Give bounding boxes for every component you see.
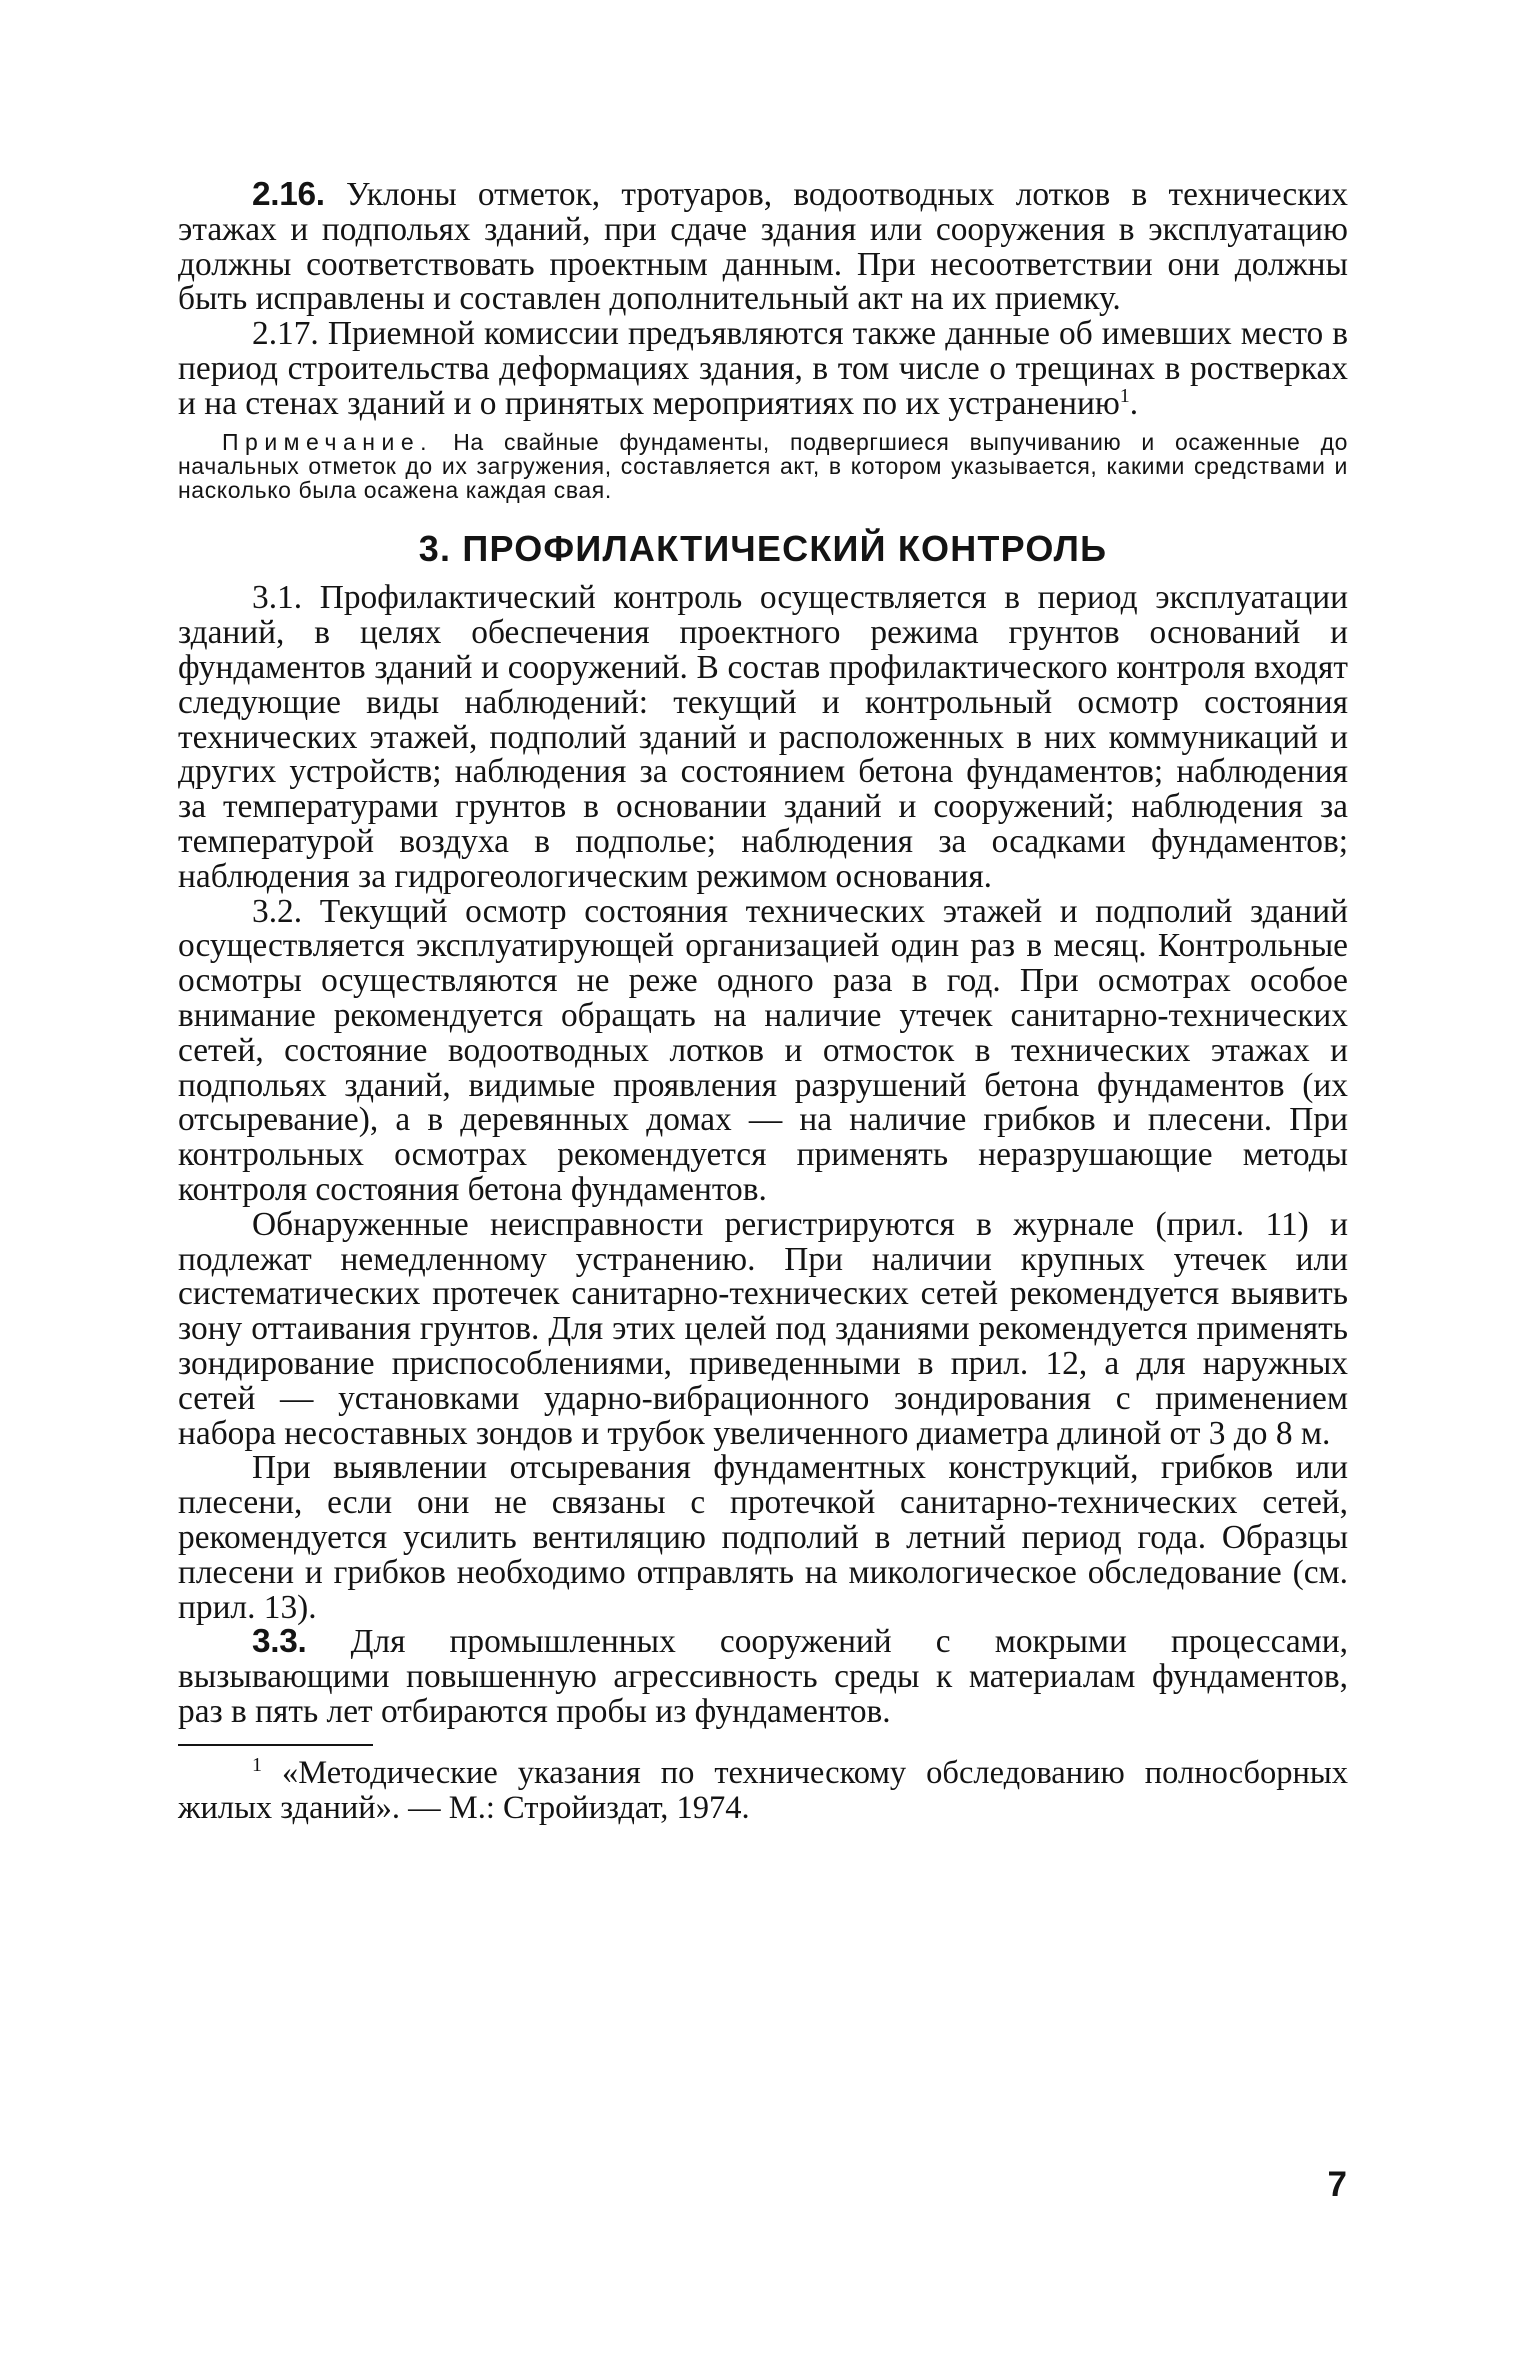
footnote-marker: 1 — [252, 1753, 262, 1776]
paragraph-text: Для промышленных сооружений с мокрыми процессами, вызывающими повышенную агрессивность среды к материалам фундаментов, раз в пять лет отбираются пробы из фундаментов. — [178, 1623, 1348, 1730]
footnote-text: «Методические указания по техническому обследованию полносборных жилых зданий». — М.: Стройиздат, 1974. — [178, 1754, 1348, 1826]
paragraph-3-2-mold: При выявлении отсыревания фундаментных конструкций, грибков или плесени, если они не связаны с протечкой санитарно-технических сетей, рекомендуется усилить вентиляцию подполий в летний период года. Образцы плесени и грибков необходимо отправлять на микологическое обследование (см. прил. 13). — [178, 1449, 1348, 1626]
paragraph-number: 3.2. — [252, 892, 303, 930]
footnote-reference: 1 — [1119, 384, 1130, 407]
paragraph-number: 3.1. — [252, 579, 303, 617]
paragraph-text: Профилактический контроль осуществляется в период эксплуатации зданий, в целях обеспечения проектного режима грунтов оснований и фундаментов зданий и сооружений. В состав профилактического контроля входят следующие виды наблюдений: текущий и контрольный осмотр состояния технических этажей, подполий зданий и расположенных в них коммуникаций и других устройств; наблюдения за состоянием бетона фундаментов; наблюдения за температурами грунтов в основании зданий и сооружений; наблюдения за температурой воздуха в подполье; наблюдения за осадками фундаментов; наблюдения за гидрогеологическим режимом основания. — [178, 579, 1348, 895]
paragraph-text: Приемной комиссии предъявляются также данные об имевших место в период строительства деформациях здания, в том числе о трещинах в ростверках и на стенах зданий и о принятых мероприятиях по их устранению — [178, 315, 1348, 422]
paragraph-number: 2.17. — [252, 315, 319, 353]
note-text: На свайные фундаменты, подвергшиеся выпучиванию и осаженные до начальных отметок до их загружения, составляется акт, в котором указывается, какими средствами и насколько была осажена каждая свая. — [178, 428, 1348, 504]
paragraph-number: 3.3. — [252, 1623, 307, 1661]
page-number: 7 — [1327, 2165, 1347, 2204]
note — [178, 430, 1348, 503]
page-content — [178, 178, 1348, 1825]
paragraph-2-17 — [178, 317, 1348, 421]
note-label: Примечание. — [222, 428, 434, 455]
paragraph-3-1 — [178, 581, 1348, 894]
paragraph-3-3 — [178, 1625, 1348, 1729]
paragraph-2-16 — [178, 178, 1348, 317]
paragraph-end: . — [1129, 384, 1139, 422]
paragraph-text: Текущий осмотр состояния технических этажей и подполий зданий осуществляется эксплуатирующей организацией один раз в месяц. Контрольные осмотры осуществляются не реже одного раза в год. При осмотрах особое внимание рекомендуется обращать на наличие утечек санитарно-технических сетей, состояние водоотводных лотков и отмосток в технических этажах и подпольях зданий, видимые проявления разрушений бетона фундаментов (их отсыревание), а в деревянных домах — на наличие грибков и плесени. При контрольных осмотрах рекомендуется применять неразрушающие методы контроля состояния бетона фундаментов. — [178, 892, 1348, 1209]
footnote-divider — [178, 1744, 373, 1746]
paragraph-number: 2.16. — [252, 176, 325, 213]
paragraph-3-2-continued: Обнаруженные неисправности регистрируются в журнале (прил. 11) и подлежат немедленному устранению. При наличии крупных утечек или систематических протечек санитарно-технических сетей рекомендуется выявить зону оттаивания грунтов. Для этих целей под зданиями рекомендуется применять зондирование приспособлениями, приведенными в прил. 12, а для наружных сетей — установками ударно-вибрационного зондирования с применением набора несоставных зондов и трубок увеличенного диаметра длиной от 3 до 8 м. — [178, 1205, 1348, 1452]
section-heading: 3. ПРОФИЛАКТИЧЕСКИЙ КОНТРОЛЬ — [418, 528, 1108, 570]
paragraph-text: Уклоны отметок, тротуаров, водоотводных лотков в технических этажах и подпольях зданий, при сдаче здания или сооружения в эксплуатацию должны соответствовать проектным данным. При несоответствии они должны быть исправлены и составлен дополнительный акт на их приемку. — [178, 176, 1348, 318]
paragraph-3-2 — [178, 892, 1348, 1209]
footnote — [178, 1753, 1348, 1826]
